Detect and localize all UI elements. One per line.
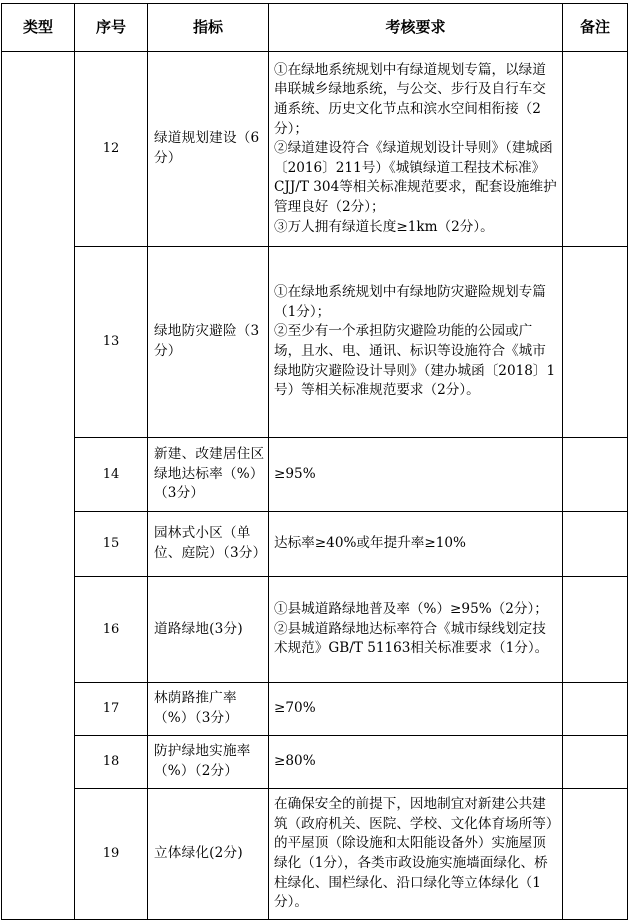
remark-cell: [563, 438, 628, 512]
requirement-item: ≥95%: [274, 465, 316, 482]
table-row: [2, 736, 628, 789]
requirement-item: 在确保安全的前提下，因地制宜对新建公共建筑（政府机关、医院、学校、文化体育场所等）的平屋顶（除设施和太阳能设备外）实施屋顶绿化（1分），各类市政设施实施墙面绿化、桥柱绿化、围栏绿化、沿口绿化等立体绿化（1分）。: [274, 796, 553, 911]
requirement-item: ①在绿地系统规划中有绿地防灾避险规划专篇（1分）；: [274, 284, 546, 320]
table-row: [2, 247, 628, 438]
requirement-item: ①县城道路绿地普及率（%）≥95%（2分）；: [274, 601, 548, 618]
table-row: [2, 52, 628, 247]
assessment-table: [1, 3, 628, 920]
remark-cell: [563, 789, 628, 920]
row-number: 17: [75, 683, 148, 736]
requirement-cell: [269, 512, 563, 577]
header-requirement: 考核要求: [269, 4, 563, 52]
row-number: 12: [75, 52, 148, 247]
requirement-cell: [269, 577, 563, 683]
requirement-cell: [269, 52, 563, 247]
requirement-item: ③万人拥有绿道长度≥1km（2分）。: [274, 218, 494, 235]
requirement-cell: [269, 683, 563, 736]
indicator-cell: 园林式小区（单位、庭院）（3分）: [148, 512, 269, 577]
row-number: 13: [75, 247, 148, 438]
indicator-cell: 新建、改建居住区绿地达标率（%）（3分）: [148, 438, 269, 512]
header-remark: 备注: [563, 4, 628, 52]
requirement-item: ①在绿地系统规划中有绿道规划专篇，以绿道串联城乡绿地系统，与公交、步行及自行车交通系统、历史文化节点和滨水空间相衔接（2分）；: [274, 61, 546, 137]
row-number: 18: [75, 736, 148, 789]
requirement-cell: [269, 247, 563, 438]
row-number: 14: [75, 438, 148, 512]
remark-cell: [563, 683, 628, 736]
requirement-item: ②县城道路绿地达标率符合《城市绿线划定技术规范》GB/T 51163相关标准要求（1分）。: [274, 620, 549, 657]
requirement-cell: [269, 438, 563, 512]
header-indicator: 指标: [148, 4, 269, 52]
table-row: [2, 438, 628, 512]
table-row: [2, 577, 628, 683]
table-row: [2, 789, 628, 920]
indicator-cell: 绿道规划建设（6分）: [148, 52, 269, 247]
table-row: [2, 512, 628, 577]
requirement-item: ②绿道建设符合《绿道规划设计导则》（建城函〔2016〕211号）《城镇绿道工程技术标准》CJJ/T 304等相关标准规范要求，配套设施维护管理良好（2分）；: [274, 140, 557, 215]
row-number: 15: [75, 512, 148, 577]
requirement-item: ≥70%: [274, 700, 316, 717]
header-no: 序号: [75, 4, 148, 52]
row-number: 16: [75, 577, 148, 683]
indicator-cell: 绿地防灾避险（3分）: [148, 247, 269, 438]
row-number: 19: [75, 789, 148, 920]
header-row: [2, 4, 628, 52]
remark-cell: [563, 577, 628, 683]
indicator-cell: 道路绿地(3分): [148, 577, 269, 683]
requirement-item: ≥80%: [274, 753, 316, 770]
indicator-cell: 林荫路推广率（%）（3分）: [148, 683, 269, 736]
remark-cell: [563, 52, 628, 247]
header-type: 类型: [2, 4, 75, 52]
remark-cell: [563, 247, 628, 438]
remark-cell: [563, 512, 628, 577]
indicator-cell: 立体绿化(2分): [148, 789, 269, 920]
requirement-item: ②至少有一个承担防灾避险功能的公园或广场，且水、电、通讯、标识等设施符合《城市绿地防灾避险设计导则》（建办城函〔2018〕1号）等相关标准规范要求（2分）。: [274, 323, 556, 399]
remark-cell: [563, 736, 628, 789]
assessment-table-container: [1, 3, 628, 920]
type-cell: [2, 52, 75, 920]
requirement-cell: [269, 736, 563, 789]
indicator-cell: 防护绿地实施率（%）（2分）: [148, 736, 269, 789]
requirement-item: 达标率≥40%或年提升率≥10%: [274, 535, 466, 552]
requirement-cell: [269, 789, 563, 920]
table-row: [2, 683, 628, 736]
